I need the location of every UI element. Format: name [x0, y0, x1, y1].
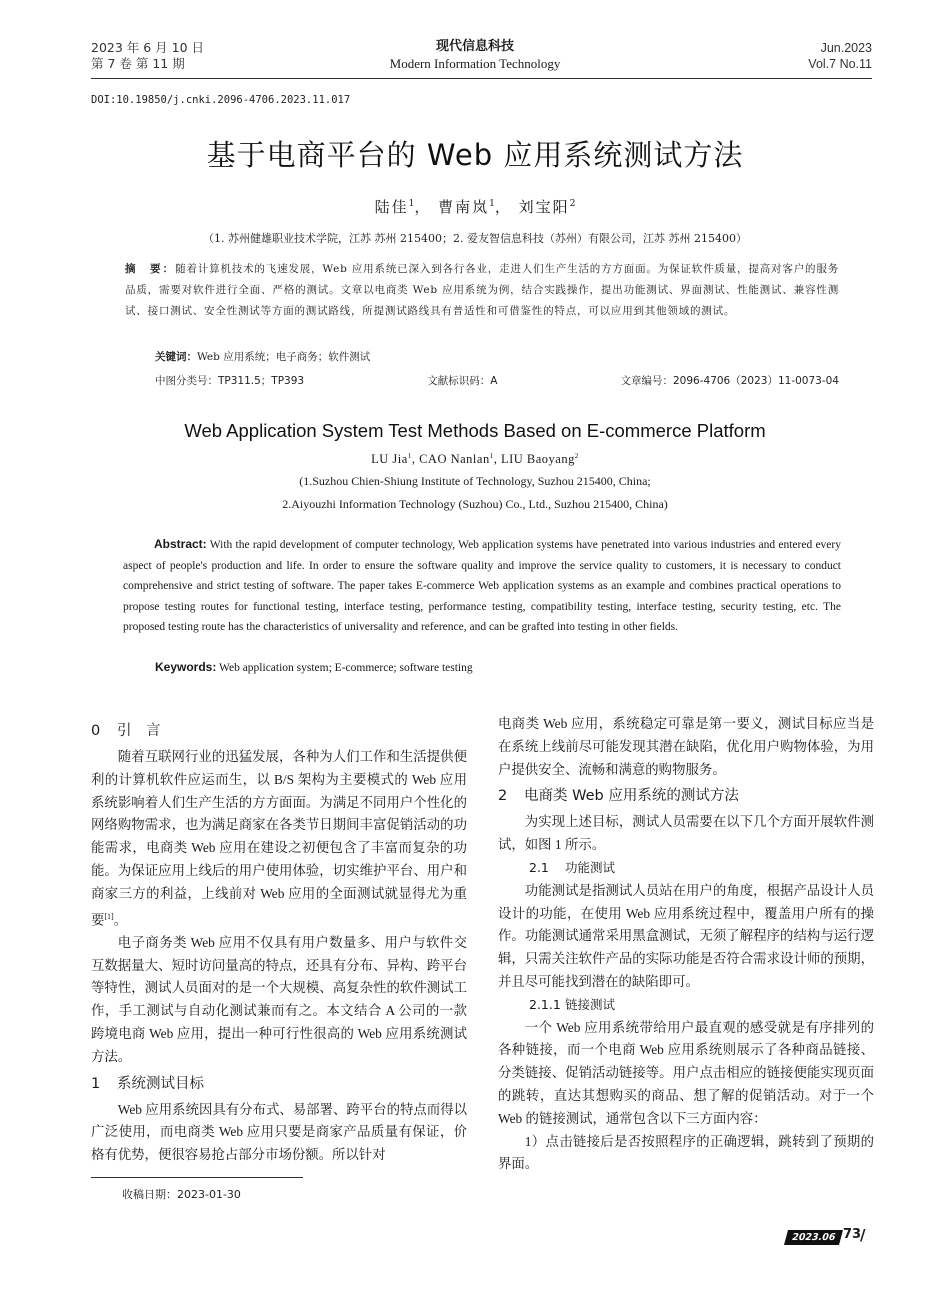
- keywords-cn-label: 关键词：: [155, 351, 197, 363]
- author-name: 曹南岚: [438, 198, 490, 216]
- paragraph: 电商类 Web 应用，系统稳定可靠是第一要义，测试目标应当是在系统上线前尽可能发现其潜在缺陷，优化用户购物体验，为用户提供安全、流畅和满意的购物服务。: [498, 716, 874, 777]
- section-number: 1: [91, 1075, 101, 1092]
- author-aff-en: 1: [489, 452, 494, 460]
- section-title: 系统测试目标: [117, 1075, 204, 1092]
- journal-name-en: Modern Information Technology: [389, 56, 561, 71]
- paper-title-en: Web Application System Test Methods Based on E-commerce Platform: [184, 420, 766, 441]
- article-number: 文章编号：2096-4706（2023）11-0073-04: [620, 375, 839, 387]
- paper-title-cn: 基于电商平台的 Web 应用系统测试方法: [206, 138, 744, 172]
- subsection-number: 2.1.1: [529, 996, 561, 1012]
- citation-ref[interactable]: [1]: [104, 911, 114, 921]
- author-sep: ，: [494, 198, 512, 216]
- subsection-heading-2-1-1: [498, 994, 874, 1017]
- paragraph: [91, 746, 467, 932]
- author-sep-en: ,: [493, 452, 501, 467]
- paragraph: 电子商务类 Web 应用不仅具有用户数量多、用户与软件交互数据量大、短时访问量高的特点，还具有分布、异构、跨平台等特性，测试人员面对的是一个大规模、高复杂性的软件测试工作，手工测试与自动化测试兼而有之。本文结合 A 公司的一款跨境电商 Web 应用，提出一种可行性很高的 Web 应用系统测试方法。: [91, 934, 467, 1064]
- keywords-cn: [155, 349, 370, 364]
- paragraph-text: 随着互联网行业的迅猛发展，各种为人们工作和生活提供便利的计算机软件应运而生，以 B/S 架构为主要模式的 Web 应用系统影响着人们生产生活的方方面面。为满足不同用户个性化的网络购物需求，也为满足商家在各类节日期间丰富促销活动的功能需求，电商类 Web 应用在建设之初便包含了丰富而复杂的功能。为保证应用上线后的用户使用体验，切实维护平台、用户和商家三方的利益，上线前对 Web 应用的全面测试就显得尤为重要: [91, 749, 467, 928]
- paragraph: Web 应用系统因具有分布式、易部署、跨平台的特点而得以广泛使用，而电商类 Web 应用只要是商家产品质量有保证，价格有优势，便很容易抢占部分市场份额。所以针对: [91, 1101, 467, 1163]
- document-code: 文献标识码：A: [427, 375, 498, 387]
- affiliation-en-1: (1.Suzhou Chien-Shiung Institute of Technology, Suzhou 215400, China;: [299, 474, 651, 488]
- header-date-en: Jun.2023: [820, 41, 872, 55]
- subsection-heading-2-1: [498, 857, 874, 880]
- section-title: 电商类 Web 应用系统的测试方法: [524, 788, 739, 805]
- abstract-en-text: With the rapid development of computer technology, Web application systems have penetrated into various industries and entered every aspect of people's production and life. In order to ensure the software quality and improve the service quality to customers, it is necessary to conduct comprehensive and strict testing of software. The paper takes E-commerce Web application systems as an example and combines practical operations to propose testing routes for functional testing, interface testing, performance testing, compatibility testing, interface testing, security testing, etc. The proposed testing route has the characteristics of universality and reference, and can be grafted into testing in other fields.: [123, 539, 841, 634]
- abstract-cn: [125, 259, 839, 322]
- author-aff-en: 1: [407, 452, 412, 460]
- subsection-title: 链接测试: [565, 996, 616, 1012]
- affiliation-en-2: 2.Aiyouzhi Information Technology (Suzhou) Co., Ltd., Suzhou 215400, China): [282, 497, 668, 511]
- author-sep-en: ,: [411, 452, 420, 467]
- abstract-cn-label: 摘 要：: [125, 263, 176, 275]
- author-sep: ，: [414, 198, 432, 216]
- page-slash: /: [860, 1226, 866, 1244]
- section-number: 0: [91, 723, 101, 739]
- paragraph: 为实现上述目标，测试人员需要在以下几个方面开展软件测试，如图 1 所示。: [498, 814, 874, 853]
- header-volume-en: Vol.7 No.11: [808, 57, 872, 71]
- section-heading-1: [91, 1069, 467, 1099]
- header-right: [808, 40, 872, 72]
- header-volume-cn: 第 7 卷 第 11 期: [91, 56, 185, 71]
- authors-en: [0, 452, 950, 467]
- author-name-en: LU Jia: [371, 452, 408, 467]
- keywords-en-text: Web application system; E-commerce; software testing: [219, 662, 473, 674]
- paragraph-end: 。: [113, 912, 128, 928]
- page-number: 73: [843, 1227, 862, 1242]
- journal-name-cn: 现代信息科技: [435, 39, 514, 54]
- author-aff: 1: [489, 199, 495, 209]
- author-name: 陆佳: [374, 198, 409, 216]
- affiliation-cn: （1. 苏州健雄职业技术学院，江苏 苏州 215400；2. 爱友智信息科技（苏州）有限公司，江苏 苏州 215400）: [203, 232, 747, 245]
- author-name-en: LIU Baoyang: [500, 452, 575, 467]
- section-heading-0: [91, 716, 467, 746]
- author-aff-en: 2: [574, 452, 579, 460]
- doi[interactable]: DOI:10.19850/j.cnki.2096-4706.2023.11.017: [91, 94, 351, 106]
- keywords-cn-text: Web 应用系统；电子商务；软件测试: [197, 351, 371, 363]
- clc-number: 中图分类号：TP311.5；TP393: [155, 375, 305, 387]
- abstract-cn-text: 随着计算机技术的飞速发展，Web 应用系统已深入到各行各业，走进人们生产生活的方方面面。为保证软件质量，提高对客户的服务品质，需要对软件进行全面、严格的测试。文章以电商类 Web 应用系统为例，结合实践操作，提出功能测试、界面测试、性能测试、兼容性测试、接口测试、安全性测试等方面的测试路线，所提测试路线具有普适性和可借鉴性的特点，可以应用到其他领域的测试。: [125, 263, 839, 317]
- abstract-en-label: Abstract:: [154, 537, 207, 551]
- header-divider: [91, 78, 872, 79]
- author-aff: 1: [408, 199, 415, 209]
- section-heading-2: [498, 781, 874, 811]
- footnote-divider: [91, 1177, 303, 1178]
- subsection-title: 功能测试: [565, 859, 616, 875]
- keywords-en-label: Keywords:: [155, 660, 217, 674]
- section-title: 引 言: [117, 723, 161, 739]
- paragraph: 1）点击链接后是否按照程序的正确逻辑，跳转到了预期的界面。: [498, 1133, 874, 1172]
- received-date: 收稿日期：2023-01-30: [122, 1188, 241, 1201]
- paragraph: 一个 Web 应用系统带给用户最直观的感受就是有序排列的各种链接，而一个电商 Web 应用系统则展示了各种商品链接、分类链接、促销活动链接等。用户点击相应的链接便能实现页面的跳转，直达其想购买的商品、想了解的促销活动。对于一个 Web 的链接测试，通常包含以下三方面内容：: [498, 1019, 874, 1126]
- section-number: 2: [498, 788, 508, 805]
- subsection-number: 2.1: [529, 859, 549, 875]
- body-right-column: [498, 713, 874, 1176]
- header-date-cn: 2023 年 6 月 10 日: [91, 40, 205, 55]
- keywords-en: [155, 660, 473, 674]
- classification-row: [155, 373, 839, 388]
- paragraph: 功能测试是指测试人员站在用户的角度，根据产品设计人员设计的功能，在使用 Web 应用系统过程中，覆盖用户所有的操作。功能测试通常采用黑盒测试，无须了解程序的结构与运行逻辑，只需关注软件产品的实际功能是否符合需求设计师的预期，并且尽可能找到潜在的缺陷即可。: [498, 882, 874, 989]
- body-left-column: [91, 716, 467, 1167]
- author-name-en: CAO Nanlan: [419, 452, 490, 467]
- issue-badge: 2023.06: [784, 1230, 843, 1245]
- abstract-en: [123, 534, 841, 638]
- authors-cn: [0, 196, 950, 217]
- author-name: 刘宝阳: [518, 198, 570, 216]
- author-aff: 2: [569, 199, 576, 209]
